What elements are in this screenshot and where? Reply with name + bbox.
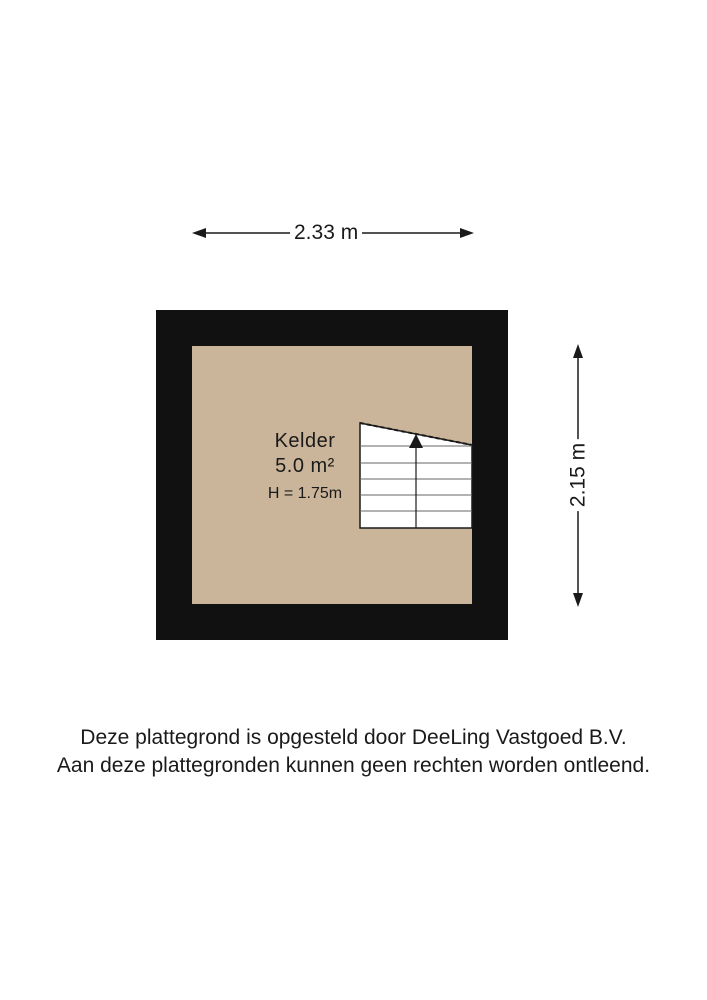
width-dimension-label: 2.33 m	[290, 222, 362, 243]
room-ceiling-height: H = 1.75m	[267, 485, 343, 502]
disclaimer-line-1: Deze plattegrond is opgesteld door DeeLing Vastgoed B.V.	[80, 726, 627, 749]
room-area: 5.0 m²	[275, 455, 335, 477]
room-name: Kelder	[274, 430, 336, 452]
height-dimension-label: 2.15 m	[568, 439, 589, 511]
disclaimer-line-2: Aan deze plattegronden kunnen geen rechten worden ontleend.	[56, 754, 651, 777]
